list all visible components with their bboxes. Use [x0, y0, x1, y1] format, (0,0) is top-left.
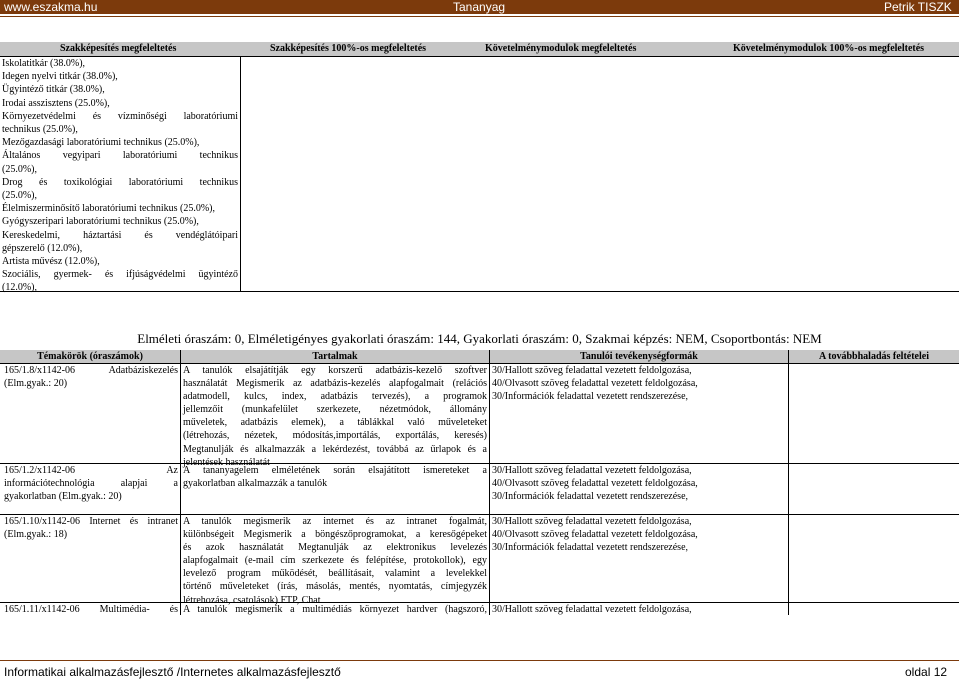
header-site[interactable]: www.eszakma.hu: [4, 0, 98, 14]
content-line: használatát Megismerik az adatbázis-kezelés alapfogalmait (relációs: [183, 378, 487, 390]
activity-line: 30/Hallott szöveg feladattal vezetett feldolgozása,: [492, 516, 692, 527]
topic-line: 165/1.10/x1142-06 Internet és intranet: [4, 516, 178, 527]
content-line: A tanulók elsajátítják egy korszerű adatbázis-kezelő szoftver: [183, 365, 487, 376]
qualification-line: Általános vegyipari laboratóriumi technikus: [2, 150, 238, 162]
qualification-line: Irodai asszisztens (25.0%),: [2, 97, 110, 109]
table2-divider-2: [489, 350, 490, 615]
table2-header-contents: Tartalmak: [312, 351, 358, 362]
table-row-activities: [492, 364, 786, 403]
header-title: Tananyag: [453, 0, 506, 14]
qualification-line: Környezetvédelmi és vízminőségi laboratóriumi: [2, 110, 238, 122]
content-line: történő műveleteket (írás, másolás, mentés, nyomtatás, címjegyzék: [183, 581, 487, 593]
table-row-topic: [4, 464, 178, 503]
table1-qualifications-cell: [2, 57, 238, 295]
qualification-line: Mezőgazdasági laboratóriumi technikus (25.0%),: [2, 137, 200, 149]
header-rule: [0, 16, 959, 17]
table1-header-col2: Szakképesítés 100%-os megfeleltetés: [270, 43, 427, 54]
table-row-content: [183, 464, 487, 490]
table1-header-row: [0, 42, 959, 56]
qualification-line: gépszerelő (12.0%),: [2, 242, 83, 254]
qualification-line: (25.0%),: [2, 163, 37, 175]
table1-header-col1: Szakképesítés megfeleltetés: [60, 43, 177, 54]
activity-line: 30/Információk feladattal vezetett rendszerezése,: [492, 391, 689, 403]
qualification-line: Szociális, gyermek- és ifjúságvédelmi ügyintéző: [2, 269, 238, 281]
topic-line: 165/1.2/x1142-06 Az: [4, 465, 178, 476]
content-line: jelentések használatát: [183, 456, 270, 468]
qualification-line: Artista művész (12.0%),: [2, 256, 100, 268]
activity-line: 40/Olvasott szöveg feladattal vezetett feldolgozása,: [492, 529, 698, 541]
content-line: A tanulók megismerik a multimédiás környezet hardver (hagszoró,: [183, 604, 487, 615]
content-line: A tanulók megismerik az internet és az intranet fogalmát,: [183, 516, 487, 527]
qualification-line: technikus (25.0%),: [2, 124, 78, 136]
content-line: A tananyagelem elméletének során elsajátított ismereteket a: [183, 465, 487, 476]
content-line: különbségeit Megismerik a böngészőprogramokat, a keresőgépeket: [183, 529, 487, 541]
table2-header-row: [0, 350, 959, 363]
table2-divider-3: [788, 350, 789, 615]
content-line: és azok használatát Megtanulják az elektronikus levelezés: [183, 542, 487, 554]
activity-line: 30/Információk feladattal vezetett rendszerezése,: [492, 491, 689, 503]
content-line: létrehozása, csatolások) FTP, Chat: [183, 594, 321, 606]
table-row-activities: [492, 603, 786, 616]
topic-line: gyakorlatban (Elm.gyak.: 20): [4, 491, 122, 503]
content-line: adatmodell, kulcs, index, adatbázis tervezés), a programok: [183, 391, 487, 403]
table-row-content: [183, 364, 487, 469]
table2-header-conditions: A továbbhaladás feltételei: [819, 351, 929, 362]
activity-line: 30/Hallott szöveg feladattal vezetett feldolgozása,: [492, 604, 692, 615]
table-row-content: [183, 603, 487, 616]
content-line: alapfogalmait (e-mail cím szerkezete és felépítése, protokollok), egy: [183, 555, 487, 567]
activity-line: 40/Olvasott szöveg feladattal vezetett feldolgozása,: [492, 378, 698, 390]
table1-divider: [240, 56, 241, 292]
table-row-topic: [4, 515, 178, 541]
qualification-line: Idegen nyelvi titkár (38.0%),: [2, 71, 118, 83]
topic-line: 165/1.8/x1142-06 Adatbáziskezelés: [4, 365, 178, 376]
page-number: oldal 12: [905, 665, 948, 679]
qualification-line: Iskolatitkár (38.0%),: [2, 58, 86, 69]
activity-line: 40/Olvasott szöveg feladattal vezetett feldolgozása,: [492, 478, 698, 490]
qualification-line: Ügyintéző titkár (38.0%),: [2, 84, 105, 96]
qualification-line: (25.0%),: [2, 190, 37, 202]
qualification-line: Kereskedelmi, háztartási és vendéglátóipari: [2, 229, 238, 241]
activity-line: 30/Információk feladattal vezetett rendszerezése,: [492, 542, 689, 554]
hours-summary-title: Elméleti óraszám: 0, Elméletigényes gyakorlati óraszám: 144, Gyakorlati óraszám: 0, Szakmai képzés: NEM, Csoportbontás: NEM: [137, 331, 822, 346]
topic-line: 165/1.11/x1142-06 Multimédia- és: [4, 604, 178, 615]
content-line: levelező program működését, beállításait, valamint a levelekkel: [183, 568, 487, 580]
topic-line: (Elm.gyak.: 18): [4, 529, 68, 541]
qualification-line: (12.0%),: [2, 282, 37, 294]
table2-header-activities: Tanulói tevékenységformák: [580, 351, 698, 362]
table-row-activities: [492, 464, 786, 503]
content-line: Megtanulják és alkalmazzák a lekérdezést, továbbá az űrlapok és a: [183, 443, 487, 455]
content-line: jellemzőit (munkafelület szerkezete, nézetmódok, állomány: [183, 404, 487, 416]
header-org: Petrik TISZK: [884, 0, 952, 14]
table1-header-col3: Követelménymodulok megfeleltetés: [485, 43, 637, 54]
qualification-line: Élelmiszerminősítő laboratóriumi technikus (25.0%),: [2, 203, 216, 215]
table-row-topic: [4, 364, 178, 390]
table-row-content: [183, 515, 487, 607]
topic-line: (Elm.gyak.: 20): [4, 378, 68, 390]
topic-line: információtechnológia alapjai a: [4, 478, 178, 490]
activity-line: 30/Hallott szöveg feladattal vezetett feldolgozása,: [492, 365, 692, 376]
content-line: (létrehozás, nézetek, módosítás,importálás, exportálás, keresés): [183, 430, 487, 442]
qualification-line: Drog és toxikológiai laboratóriumi technikus: [2, 176, 238, 188]
table-row-activities: [492, 515, 786, 554]
table2-divider-1: [180, 350, 181, 615]
content-line: műveletek, adatbázis elemek), a táblákkal való műveleteket: [183, 417, 487, 429]
table1-header-col4: Követelménymodulok 100%-os megfeleltetés: [733, 43, 925, 54]
footer-doc-title: Informatikai alkalmazásfejlesztő /Internetes alkalmazásfejlesztő: [4, 665, 341, 679]
footer-rule: [0, 660, 959, 661]
table2-header-topics: Témakörök (óraszámok): [37, 351, 143, 362]
qualification-line: Gyógyszeripari laboratóriumi technikus (25.0%),: [2, 216, 199, 228]
content-line: gyakorlatban alkalmazzák a tanulók: [183, 478, 328, 490]
table-row-topic: [4, 603, 178, 616]
activity-line: 30/Hallott szöveg feladattal vezetett feldolgozása,: [492, 465, 692, 476]
